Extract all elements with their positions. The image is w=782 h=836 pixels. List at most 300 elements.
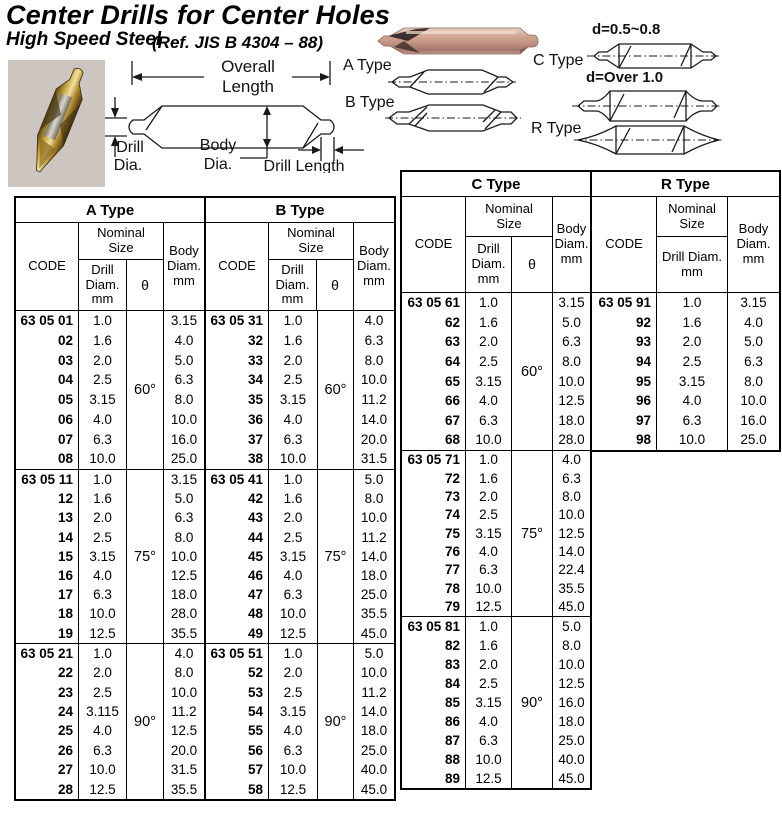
drill-diam-cell: 2.0 xyxy=(93,352,112,368)
code-cell: 43 xyxy=(247,510,263,526)
body-diam-cell: 22.4 xyxy=(558,562,585,578)
center-drill-photo-vertical xyxy=(8,60,105,187)
nominal-size-group xyxy=(269,223,354,310)
a-type-drawing xyxy=(386,66,518,98)
theta-header: θ xyxy=(331,276,339,293)
body-column xyxy=(553,451,590,616)
drill-diam-cell: 1.6 xyxy=(479,470,498,486)
code-cell: 63 05 41 xyxy=(210,471,263,487)
nominal-size-group xyxy=(657,197,728,292)
code-column xyxy=(16,470,79,643)
body-diam-cell: 40.0 xyxy=(558,751,585,767)
drill-column xyxy=(269,644,318,799)
code-cell: 54 xyxy=(247,704,263,720)
drill-diam-cell: 1.6 xyxy=(479,637,498,653)
code-cell: 12 xyxy=(57,491,73,507)
code-cell: 63 05 71 xyxy=(407,452,460,468)
drill-diam-cell: 10.0 xyxy=(678,432,706,448)
code-cell: 56 xyxy=(247,742,263,758)
body-diam-cell: 3.15 xyxy=(170,471,198,487)
drill-diam-cell: 2.5 xyxy=(93,372,112,388)
drill-diam-cell: 10.0 xyxy=(279,606,307,622)
code-cell: 46 xyxy=(247,567,263,583)
body-diam-cell: 31.5 xyxy=(170,762,198,778)
drill-diam-cell: 2.0 xyxy=(93,510,112,526)
b-block-90deg xyxy=(206,643,394,799)
body-diam-cell: 5.0 xyxy=(364,471,384,487)
drill-diam-cell: 4.0 xyxy=(93,567,112,583)
code-cell: 52 xyxy=(247,665,263,681)
body-diam-cell: 5.0 xyxy=(744,334,763,350)
drill-diam-cell: 2.5 xyxy=(283,529,303,545)
c-type-table-title: C Type xyxy=(402,172,590,197)
body-diam-header: Body Diam. mm xyxy=(167,243,201,288)
code-cell: 19 xyxy=(57,625,73,641)
body-diam-cell: 20.0 xyxy=(360,431,388,447)
drill-diam-cell: 12.5 xyxy=(279,625,307,641)
body-diam-cell: 6.3 xyxy=(562,470,581,486)
drill-diam-cell: 4.0 xyxy=(93,411,112,427)
drill-diam-cell: 1.0 xyxy=(283,645,303,661)
drill-diam-cell: 6.3 xyxy=(283,431,303,447)
theta-header: θ xyxy=(528,256,536,273)
drill-dia-label-1: Drill xyxy=(116,139,144,156)
code-column xyxy=(206,311,269,469)
body-diam-cell: 12.5 xyxy=(558,675,585,691)
body-diam-cell: 45.0 xyxy=(360,625,388,641)
code-cell: 03 xyxy=(57,352,73,368)
drill-diam-cell: 4.0 xyxy=(283,567,303,583)
theta-column xyxy=(512,293,553,450)
drill-diam-cell: 2.0 xyxy=(479,334,498,350)
c-large-diameter-note: d=Over 1.0 xyxy=(586,69,664,86)
a-type-table-title: A Type xyxy=(16,198,204,223)
code-cell: 77 xyxy=(444,562,460,578)
body-diam-cell: 11.2 xyxy=(361,392,387,408)
c-type-large-drawing xyxy=(570,86,723,126)
ab-table-group xyxy=(14,196,396,801)
body-diam-cell: 14.0 xyxy=(558,544,585,560)
drill-diam-cell: 3.15 xyxy=(475,694,502,710)
body-diam-cell: 10.0 xyxy=(170,684,198,700)
drill-diam-cell: 1.0 xyxy=(93,645,112,661)
code-cell: 93 xyxy=(635,334,651,350)
drill-column xyxy=(79,470,127,643)
code-cell: 63 xyxy=(444,334,460,350)
body-column xyxy=(354,311,394,469)
drill-diam-cell: 10.0 xyxy=(475,751,502,767)
drill-diam-cell: 1.0 xyxy=(479,295,498,311)
code-cell: 86 xyxy=(444,713,460,729)
body-diam-cell: 14.0 xyxy=(360,548,388,564)
drill-diam-cell: 3.15 xyxy=(279,548,307,564)
b-type-table xyxy=(204,196,396,801)
drill-diam-cell: 2.5 xyxy=(283,684,303,700)
c-type-table xyxy=(400,170,592,790)
code-cell: 07 xyxy=(57,431,73,447)
drill-diam-cell: 4.0 xyxy=(479,393,498,409)
drill-diam-cell: 12.5 xyxy=(89,781,116,797)
drill-diam-cell: 1.0 xyxy=(283,313,303,329)
page-title: Center Drills for Center Holes xyxy=(6,0,391,30)
code-column xyxy=(16,644,79,799)
code-column xyxy=(206,470,269,643)
body-diam-cell: 35.5 xyxy=(170,625,198,641)
a-type-table xyxy=(14,196,206,801)
theta-value: 90° xyxy=(324,713,347,730)
drill-diam-cell: 12.5 xyxy=(475,770,502,786)
body-diam-cell: 10.0 xyxy=(558,656,585,672)
drill-diam-cell: 10.0 xyxy=(89,606,116,622)
body-column xyxy=(354,470,394,643)
body-column xyxy=(354,644,394,799)
body-diam-cell: 4.0 xyxy=(364,313,384,329)
body-diam-cell: 45.0 xyxy=(558,599,585,615)
body-diam-cell: 31.5 xyxy=(360,451,388,467)
overall-length-label-1: Overall xyxy=(221,57,275,76)
theta-column xyxy=(318,470,354,643)
drill-diam-cell: 3.15 xyxy=(89,392,116,408)
code-cell: 63 05 51 xyxy=(210,645,263,661)
code-cell: 73 xyxy=(444,489,460,505)
code-cell: 88 xyxy=(444,751,460,767)
code-cell: 18 xyxy=(57,606,73,622)
drill-diam-cell: 2.5 xyxy=(479,353,498,369)
body-diam-cell: 18.0 xyxy=(558,713,585,729)
code-cell: 08 xyxy=(57,451,73,467)
body-diam-cell: 35.5 xyxy=(360,606,388,622)
theta-header: θ xyxy=(141,276,149,293)
code-cell: 27 xyxy=(57,762,73,778)
body-diam-cell: 10.0 xyxy=(360,510,388,526)
code-cell: 04 xyxy=(57,372,73,388)
code-cell: 02 xyxy=(57,332,73,348)
body-column xyxy=(728,293,779,450)
theta-value: 90° xyxy=(134,713,156,730)
code-column xyxy=(402,451,466,616)
body-diam-cell: 16.0 xyxy=(558,694,585,710)
drill-diam-cell: 4.0 xyxy=(283,411,303,427)
body-column xyxy=(164,311,204,469)
code-column xyxy=(402,617,466,788)
body-diam-cell: 8.0 xyxy=(174,665,194,681)
code-cell: 37 xyxy=(247,431,263,447)
drill-diam-cell: 3.15 xyxy=(279,392,307,408)
code-cell: 68 xyxy=(444,432,460,448)
body-diam-cell: 6.3 xyxy=(174,510,194,526)
drill-diam-cell: 1.0 xyxy=(93,313,112,329)
drill-diam-cell: 6.3 xyxy=(682,412,702,428)
body-diam-cell: 16.0 xyxy=(170,431,198,447)
drill-diam-cell: 4.0 xyxy=(283,723,303,739)
r-type-table xyxy=(590,170,781,452)
drill-diam-cell: 10.0 xyxy=(475,580,502,596)
body-diam-cell: 14.0 xyxy=(360,704,388,720)
body-diam-cell: 10.0 xyxy=(170,548,198,564)
drill-diam-cell: 2.5 xyxy=(479,675,498,691)
code-cell: 63 05 61 xyxy=(407,295,460,311)
drill-diam-cell: 1.0 xyxy=(479,452,498,468)
theta-column xyxy=(512,451,553,616)
drill-diam-header: Drill Diam. mm xyxy=(662,248,722,279)
body-diam-cell: 3.15 xyxy=(740,295,767,311)
body-diam-cell: 5.0 xyxy=(364,645,384,661)
code-cell: 97 xyxy=(635,412,651,428)
drill-column xyxy=(269,470,318,643)
drill-diam-cell: 1.0 xyxy=(479,618,498,634)
body-diam-cell: 8.0 xyxy=(174,392,194,408)
code-cell: 48 xyxy=(247,606,263,622)
code-cell: 15 xyxy=(57,548,73,564)
code-cell: 34 xyxy=(247,372,263,388)
body-diam-cell: 14.0 xyxy=(360,411,388,427)
drill-diam-cell: 10.0 xyxy=(89,451,116,467)
c-block-60deg xyxy=(402,293,590,450)
drill-diam-cell: 10.0 xyxy=(279,762,307,778)
nominal-size-header: Nominal Size xyxy=(79,223,163,260)
body-diam-cell: 4.0 xyxy=(174,645,194,661)
code-cell: 25 xyxy=(57,723,73,739)
theta-column xyxy=(127,470,164,643)
drill-diam-header: Drill Diam. mm xyxy=(269,260,317,310)
r-column-headers xyxy=(592,197,779,293)
code-cell: 44 xyxy=(247,529,263,545)
body-diam-cell: 16.0 xyxy=(740,412,767,428)
body-diam-cell: 10.0 xyxy=(558,507,585,523)
body-diam-header: Body Diam. mm xyxy=(736,221,771,266)
code-cell: 87 xyxy=(444,732,460,748)
drill-column xyxy=(466,451,512,616)
theta-column xyxy=(318,644,354,799)
r-type-label: R Type xyxy=(531,120,582,137)
body-diam-cell: 5.0 xyxy=(174,491,194,507)
code-cell: 76 xyxy=(444,544,460,560)
body-diam-cell: 8.0 xyxy=(562,353,581,369)
drill-diam-cell: 1.6 xyxy=(93,332,112,348)
drill-diam-cell: 6.3 xyxy=(479,412,498,428)
body-diam-cell: 35.5 xyxy=(558,580,585,596)
code-cell: 58 xyxy=(247,781,263,797)
theta-value: 60° xyxy=(134,382,156,398)
code-cell: 45 xyxy=(247,548,263,564)
code-cell: 22 xyxy=(57,665,73,681)
body-dia-label-1: Body xyxy=(199,137,237,154)
body-diam-cell: 6.3 xyxy=(562,334,581,350)
code-cell: 57 xyxy=(247,762,263,778)
c-block-75deg xyxy=(402,450,590,616)
page-subtitle: High Speed Steel xyxy=(6,29,162,50)
body-diam-cell: 18.0 xyxy=(360,723,388,739)
nominal-size-header: Nominal Size xyxy=(657,197,727,237)
drill-diam-cell: 6.3 xyxy=(283,742,303,758)
body-diam-cell: 4.0 xyxy=(562,452,581,468)
drill-diam-cell: 1.6 xyxy=(479,314,498,330)
body-diam-cell: 5.0 xyxy=(562,314,581,330)
code-cell: 63 05 01 xyxy=(20,313,73,329)
drill-diam-cell: 3.115 xyxy=(86,704,119,720)
code-cell: 89 xyxy=(444,770,460,786)
r-type-table-title: R Type xyxy=(592,172,779,197)
drill-diam-cell: 2.0 xyxy=(283,352,303,368)
body-diam-cell: 18.0 xyxy=(170,587,198,603)
body-diam-cell: 11.2 xyxy=(361,529,387,545)
cr-table-group xyxy=(400,170,781,790)
drill-diam-cell: 2.0 xyxy=(682,334,702,350)
drill-diam-cell: 2.0 xyxy=(93,665,112,681)
body-diam-cell: 28.0 xyxy=(558,432,585,448)
code-cell: 38 xyxy=(247,451,263,467)
code-cell: 55 xyxy=(247,723,263,739)
drill-dia-label-2: Dia. xyxy=(113,157,143,173)
a-block-60deg xyxy=(16,311,204,469)
body-column xyxy=(553,617,590,788)
body-diam-cell: 6.3 xyxy=(174,372,194,388)
code-cell: 67 xyxy=(444,412,460,428)
code-cell: 06 xyxy=(57,411,73,427)
body-diam-cell: 10.0 xyxy=(360,372,388,388)
drill-column xyxy=(657,293,728,450)
body-diam-cell: 25.0 xyxy=(170,451,198,467)
nominal-size-group xyxy=(466,197,553,292)
code-header: CODE xyxy=(402,197,466,292)
body-diam-cell: 8.0 xyxy=(364,352,384,368)
b-block-60deg xyxy=(206,311,394,469)
drill-diam-cell: 10.0 xyxy=(279,451,307,467)
drill-diam-cell: 3.15 xyxy=(475,525,502,541)
drill-diam-cell: 10.0 xyxy=(475,432,502,448)
b-type-table-title: B Type xyxy=(206,198,394,223)
drill-length-label: Drill Length xyxy=(263,158,345,173)
drill-diam-cell: 6.3 xyxy=(283,587,303,603)
code-cell: 82 xyxy=(444,637,460,653)
code-cell: 64 xyxy=(444,353,460,369)
a-type-label: A Type xyxy=(343,57,392,74)
code-cell: 35 xyxy=(247,392,263,408)
dimension-diagram xyxy=(100,55,380,173)
drill-diam-cell: 3.15 xyxy=(678,373,706,389)
code-cell: 49 xyxy=(247,625,263,641)
code-cell: 63 05 81 xyxy=(407,618,460,634)
code-header: CODE xyxy=(592,197,657,292)
drill-diam-cell: 4.0 xyxy=(479,544,498,560)
body-diam-cell: 5.0 xyxy=(562,618,581,634)
code-cell: 92 xyxy=(635,314,651,330)
theta-value: 75° xyxy=(521,525,543,542)
body-diam-cell: 6.3 xyxy=(744,353,763,369)
c-type-label: C Type xyxy=(533,52,584,69)
b-type-drawing xyxy=(383,100,523,136)
body-diam-cell: 8.0 xyxy=(562,637,581,653)
drill-column xyxy=(79,644,127,799)
code-cell: 14 xyxy=(57,529,73,545)
body-diam-cell: 10.0 xyxy=(360,665,388,681)
drill-diam-cell: 4.0 xyxy=(479,713,498,729)
code-column xyxy=(592,293,657,450)
body-diam-cell: 10.0 xyxy=(558,373,585,389)
a-block-75deg xyxy=(16,469,204,643)
drill-diam-cell: 6.3 xyxy=(479,562,498,578)
body-diam-cell: 11.2 xyxy=(361,684,387,700)
body-diam-cell: 12.5 xyxy=(170,723,198,739)
body-diam-cell: 8.0 xyxy=(174,529,194,545)
body-diam-cell: 28.0 xyxy=(170,606,198,622)
body-diam-cell: 8.0 xyxy=(744,373,763,389)
theta-value: 60° xyxy=(324,382,347,398)
body-diam-cell: 3.15 xyxy=(170,313,198,329)
body-diam-cell: 12.5 xyxy=(170,567,198,583)
nominal-size-group xyxy=(79,223,164,310)
drill-diam-cell: 1.0 xyxy=(93,471,112,487)
drill-diam-cell: 6.3 xyxy=(93,587,112,603)
c-column-headers xyxy=(402,197,590,293)
body-diam-cell: 4.0 xyxy=(174,332,194,348)
c-type-small-drawing xyxy=(585,40,723,72)
theta-column xyxy=(127,311,164,469)
body-dia-label-2: Dia. xyxy=(203,156,233,173)
theta-value: 75° xyxy=(324,548,347,565)
code-cell: 63 05 91 xyxy=(598,295,651,311)
drill-diam-header: Drill Diam. mm xyxy=(79,260,127,310)
a-block-90deg xyxy=(16,643,204,799)
code-column xyxy=(16,311,79,469)
drill-diam-cell: 2.0 xyxy=(283,510,303,526)
code-cell: 75 xyxy=(444,525,460,541)
drill-diam-cell: 2.0 xyxy=(283,665,303,681)
theta-value: 90° xyxy=(521,694,543,711)
drill-column xyxy=(466,617,512,788)
code-cell: 72 xyxy=(444,470,460,486)
drill-diam-cell: 4.0 xyxy=(93,723,112,739)
code-cell: 33 xyxy=(247,352,263,368)
theta-value: 75° xyxy=(134,548,156,565)
code-header: CODE xyxy=(16,223,79,310)
b-type-label: B Type xyxy=(345,94,395,111)
drill-diam-cell: 2.5 xyxy=(682,353,702,369)
overall-length-label-2: Length xyxy=(222,77,274,96)
drill-diam-cell: 2.5 xyxy=(479,507,498,523)
code-cell: 62 xyxy=(444,314,460,330)
drill-diam-cell: 3.15 xyxy=(475,373,502,389)
code-column xyxy=(206,644,269,799)
b-column-headers xyxy=(206,223,394,311)
drill-diam-cell: 3.15 xyxy=(279,704,307,720)
body-diam-cell: 45.0 xyxy=(558,770,585,786)
jis-reference: (Ref. JIS B 4304 – 88) xyxy=(152,33,324,52)
code-cell: 23 xyxy=(57,684,73,700)
theta-column xyxy=(318,311,354,469)
body-diam-header: Body Diam. mm xyxy=(357,243,391,288)
body-diam-cell: 25.0 xyxy=(360,587,388,603)
nominal-size-header: Nominal Size xyxy=(269,223,353,260)
body-diam-cell: 12.5 xyxy=(558,525,585,541)
drill-diam-cell: 1.6 xyxy=(682,314,702,330)
drill-diam-cell: 2.5 xyxy=(93,684,112,700)
body-diam-cell: 20.0 xyxy=(170,742,198,758)
code-cell: 98 xyxy=(635,432,651,448)
code-cell: 63 05 11 xyxy=(21,471,73,487)
body-column xyxy=(164,644,204,799)
body-diam-cell: 10.0 xyxy=(170,411,198,427)
code-cell: 47 xyxy=(247,587,263,603)
code-cell: 85 xyxy=(444,694,460,710)
code-cell: 63 05 21 xyxy=(20,645,73,661)
code-cell: 17 xyxy=(57,587,73,603)
drill-diam-cell: 1.6 xyxy=(283,491,303,507)
code-cell: 13 xyxy=(57,510,73,526)
drill-diam-cell: 4.0 xyxy=(682,393,702,409)
drill-column xyxy=(466,293,512,450)
code-cell: 96 xyxy=(635,393,651,409)
